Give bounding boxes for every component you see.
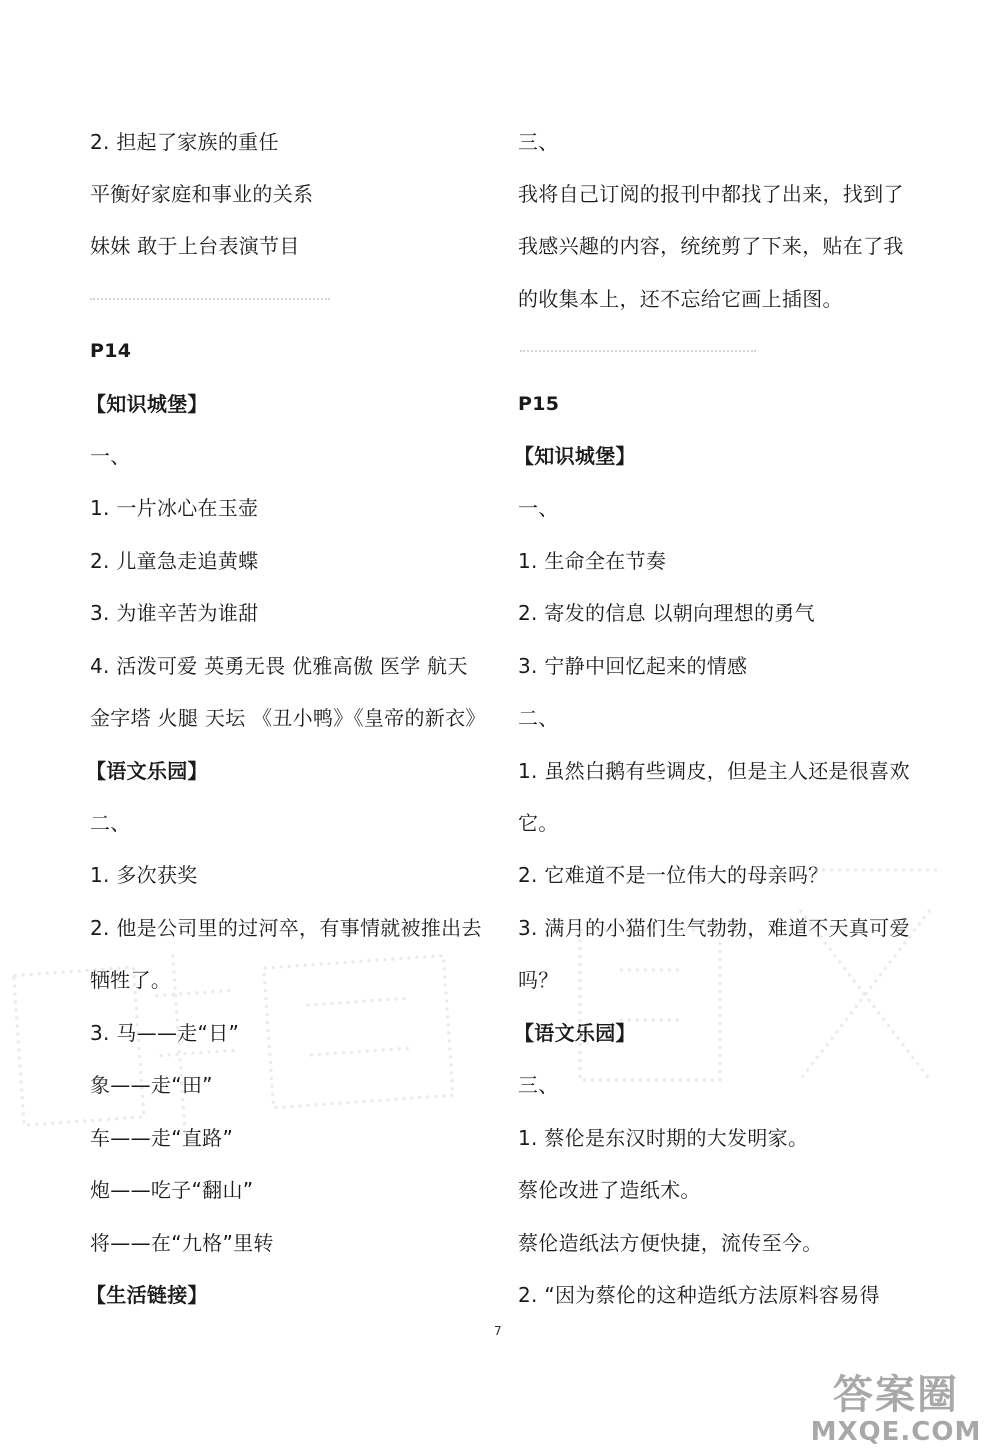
text-line: 妹妹 敢于上台表演节目 [90, 234, 300, 258]
text-line: 蔡伦造纸法方便快捷，流传至今。 [518, 1231, 823, 1255]
text-line: 1. 蔡伦是东汉时期的大发明家。 [518, 1126, 809, 1150]
text-line: 吗？ [518, 968, 559, 992]
section-heading: 【知识城堡】 [86, 392, 208, 416]
text-line: 金字塔 火腿 天坛 《丑小鸭》《皇帝的新衣》 [90, 706, 486, 730]
text-line: 我感兴趣的内容，统统剪了下来，贴在了我 [518, 234, 904, 258]
text-line: 3. 宁静中回忆起来的情感 [518, 654, 748, 678]
watermark-logo [806, 1372, 986, 1446]
page-heading-p14: P14 [90, 340, 132, 362]
text-line: 蔡伦改进了造纸术。 [518, 1178, 701, 1202]
text-line: 2. 儿童急走追黄蝶 [90, 549, 259, 573]
text-line: 的收集本上，还不忘给它画上插图。 [518, 287, 843, 311]
text-line: 1. 虽然白鹅有些调皮，但是主人还是很喜欢 [518, 759, 910, 783]
text-line: 车——走“直路” [90, 1126, 234, 1150]
text-line: 3. 马——走“日” [90, 1021, 240, 1045]
faint-watermark-glyph [560, 850, 960, 1126]
text-line: 2. 他是公司里的过河卒，有事情就被推出去 [90, 916, 482, 940]
text-line: 平衡好家庭和事业的关系 [90, 182, 314, 206]
text-line: 2. “因为蔡伦的这种造纸方法原料容易得 [518, 1283, 880, 1307]
section-heading: 【知识城堡】 [514, 444, 636, 468]
text-line: 三、 [518, 130, 559, 154]
text-line: 2. 寄发的信息 以朝向理想的勇气 [518, 601, 815, 625]
text-line: 牺牲了。 [90, 968, 172, 992]
text-line: 二、 [90, 811, 131, 835]
text-line: 一、 [518, 496, 559, 520]
text-line: 1. 生命全在节奏 [518, 549, 667, 573]
text-line: 3. 满月的小猫们生气勃勃，难道不天真可爱 [518, 916, 910, 940]
text-line: 4. 活泼可爱 英勇无畏 优雅高傲 医学 航天 [90, 654, 468, 678]
dotted-watermark-shape [560, 850, 960, 1090]
text-line: 一、 [90, 444, 131, 468]
text-line: 它。 [518, 811, 559, 835]
text-line: 象——走“田” [90, 1073, 213, 1097]
page-heading-p15: P15 [518, 393, 560, 415]
text-line: 炮——吃子“翻山” [90, 1178, 254, 1202]
text-line: 将——在“九格”里转 [90, 1231, 274, 1255]
watermark-logo-en: MXQE.COM [810, 1417, 982, 1447]
section-heading: 【生活链接】 [86, 1283, 208, 1307]
section-heading: 【语文乐园】 [86, 759, 208, 783]
faint-watermark-glyph [2, 914, 479, 1201]
text-line: 二、 [518, 706, 559, 730]
text-line: 三、 [518, 1073, 559, 1097]
text-line: 1. 一片冰心在玉壶 [90, 496, 259, 520]
text-line: 1. 多次获奖 [90, 863, 198, 887]
text-line: 我将自己订阅的报刊中都找了出来，找到了 [518, 182, 904, 206]
page-number: 7 [494, 1324, 502, 1338]
text-line: 2. 担起了家族的重任 [90, 130, 279, 154]
faded-text-trace [90, 298, 330, 304]
dotted-watermark-shape [2, 914, 476, 1166]
faded-text-trace [520, 350, 756, 356]
watermark-logo-cn: 答案圈 [833, 1372, 959, 1418]
text-line: 3. 为谁辛苦为谁甜 [90, 601, 259, 625]
text-line: 2. 它难道不是一位伟大的母亲吗？ [518, 863, 829, 887]
section-heading: 【语文乐园】 [514, 1021, 636, 1045]
